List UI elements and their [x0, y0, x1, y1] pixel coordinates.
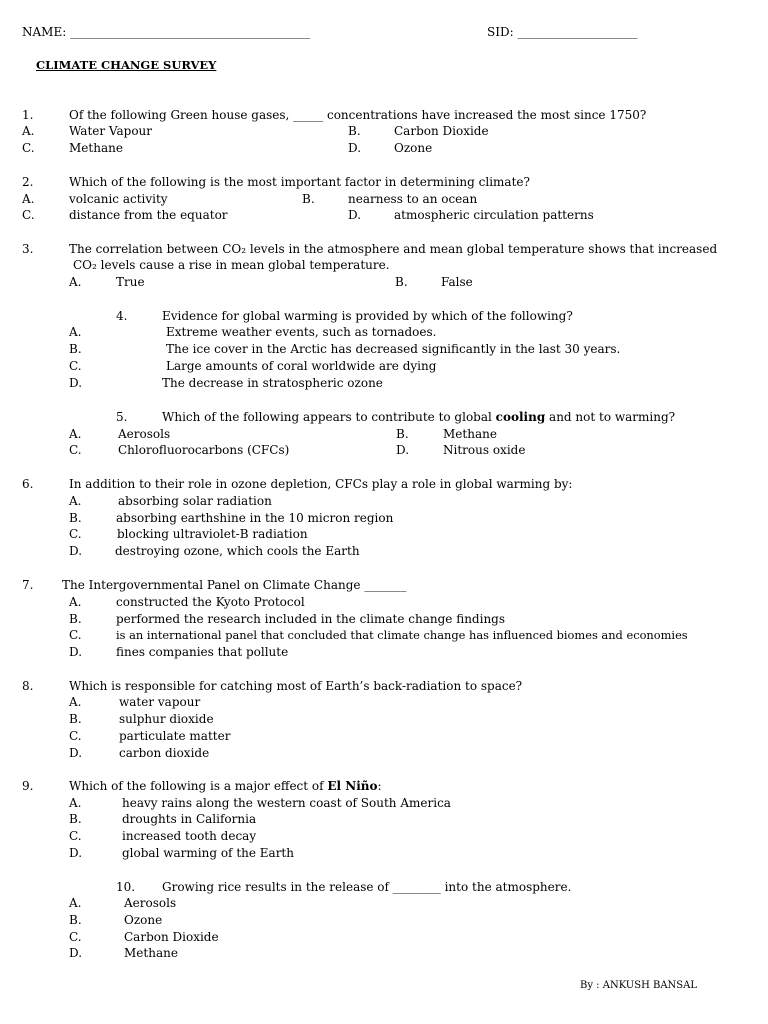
q7-option-a-letter: A. — [69, 595, 82, 609]
q1-option-c-letter: C. — [22, 141, 35, 155]
sid-field: SID: ____________________ — [487, 25, 638, 39]
q4-option-c-letter: C. — [69, 359, 82, 373]
q2-option-a-letter: A. — [22, 192, 35, 206]
q8-option-d-letter: D. — [69, 746, 83, 760]
q4-text: Evidence for global warming is provided by which of the following? — [162, 309, 573, 323]
q4-option-a: Extreme weather events, such as tornadoes. — [166, 325, 437, 339]
q9-option-c-letter: C. — [69, 829, 82, 843]
q1-option-b: Carbon Dioxide — [394, 124, 489, 138]
q5-option-c-letter: C. — [69, 443, 82, 457]
q10-option-c: Carbon Dioxide — [124, 930, 219, 944]
q6-option-d-letter: D. — [69, 544, 83, 558]
q2-option-c-letter: C. — [22, 208, 35, 222]
q2-option-c: distance from the equator — [69, 208, 228, 222]
q3-option-a-letter: A. — [69, 275, 82, 289]
q10-number: 10. — [116, 880, 136, 894]
q4-option-b-letter: B. — [69, 342, 82, 356]
q5-option-b: Methane — [443, 427, 497, 441]
q2-option-d-letter: D. — [348, 208, 362, 222]
q1-number: 1. — [22, 108, 34, 122]
q8-option-c-letter: C. — [69, 729, 82, 743]
q2-option-a: volcanic activity — [69, 192, 168, 206]
author-credit: By : ANKUSH BANSAL — [580, 980, 698, 991]
q8-option-b: sulphur dioxide — [119, 712, 214, 726]
q6-option-c-letter: C. — [69, 527, 82, 541]
q1-text: Of the following Green house gases, _____ concentrations have increased the most since 1750? — [69, 108, 647, 122]
q1-option-b-letter: B. — [348, 124, 361, 138]
q6-option-b: absorbing earthshine in the 10 micron region — [116, 511, 394, 525]
q4-number: 4. — [116, 309, 128, 323]
q8-option-c: particulate matter — [119, 729, 231, 743]
q4-option-a-letter: A. — [69, 325, 82, 339]
q7-text: The Intergovernmental Panel on Climate Change _______ — [62, 578, 407, 592]
q5-option-d-letter: D. — [396, 443, 410, 457]
q6-option-a: absorbing solar radiation — [118, 494, 272, 508]
q5-emphasis: cooling — [495, 410, 546, 424]
q3-option-b-letter: B. — [395, 275, 408, 289]
q5-option-a-letter: A. — [69, 427, 82, 441]
q6-option-d: destroying ozone, which cools the Earth — [115, 544, 360, 558]
q2-option-d: atmospheric circulation patterns — [394, 208, 594, 222]
q9-option-d: global warming of the Earth — [122, 846, 294, 860]
q9-option-c: increased tooth decay — [122, 829, 257, 843]
q7-option-b-letter: B. — [69, 612, 82, 626]
q10-option-c-letter: C. — [69, 930, 82, 944]
survey-title: CLIMATE CHANGE SURVEY — [36, 58, 217, 72]
q5-option-a: Aerosols — [118, 427, 171, 441]
q6-option-c: blocking ultraviolet-B radiation — [117, 527, 308, 541]
q7-option-c-letter: C. — [69, 628, 82, 642]
q9-option-a: heavy rains along the western coast of South America — [122, 796, 451, 810]
q2-option-b-letter: B. — [302, 192, 315, 206]
q4-option-c: Large amounts of coral worldwide are dying — [166, 359, 437, 373]
q7-option-c: is an international panel that concluded that climate change has influenced biomes and economies — [116, 628, 688, 642]
q9-text: Which of the following is a major effect of El Niño: — [69, 779, 382, 793]
q3-text-line2: CO₂ levels cause a rise in mean global temperature. — [73, 258, 390, 272]
q9-option-d-letter: D. — [69, 846, 83, 860]
q8-text: Which is responsible for catching most of Earth’s back-radiation to space? — [69, 679, 523, 693]
q6-option-a-letter: A. — [69, 494, 82, 508]
q1-option-d: Ozone — [394, 141, 433, 155]
q9-option-b: droughts in California — [122, 812, 257, 826]
q5-option-b-letter: B. — [396, 427, 409, 441]
q7-option-a: constructed the Kyoto Protocol — [116, 595, 305, 609]
q3-option-a: True — [116, 275, 145, 289]
q1-option-c: Methane — [69, 141, 123, 155]
q2-text: Which of the following is the most important factor in determining climate? — [69, 175, 530, 189]
q5-number: 5. — [116, 410, 128, 424]
q9-number: 9. — [22, 779, 34, 793]
q4-option-d-letter: D. — [69, 376, 83, 390]
q10-option-d: Methane — [124, 946, 178, 960]
q3-text-line1: The correlation between CO₂ levels in the atmosphere and mean global temperature shows that increased — [69, 242, 718, 256]
q6-option-b-letter: B. — [69, 511, 82, 525]
q6-number: 6. — [22, 477, 34, 491]
q8-option-a: water vapour — [119, 695, 201, 709]
q8-number: 8. — [22, 679, 34, 693]
q1-option-a: Water Vapour — [69, 124, 153, 138]
q4-option-d: The decrease in stratospheric ozone — [162, 376, 383, 390]
q7-option-d: fines companies that pollute — [116, 645, 289, 659]
q9-option-a-letter: A. — [69, 796, 82, 810]
q3-number: 3. — [22, 242, 34, 256]
q10-option-b-letter: B. — [69, 913, 82, 927]
q9-option-b-letter: B. — [69, 812, 82, 826]
q10-option-d-letter: D. — [69, 946, 83, 960]
q10-text: Growing rice results in the release of ________ into the atmosphere. — [162, 880, 572, 894]
q9-emphasis: El Niño — [327, 779, 378, 793]
name-field: NAME: ________________________________________ — [22, 25, 311, 39]
q6-text: In addition to their role in ozone depletion, CFCs play a role in global warming by: — [69, 477, 573, 491]
q5-text: Which of the following appears to contribute to global cooling and not to warming? — [162, 410, 676, 424]
q5-option-d: Nitrous oxide — [443, 443, 526, 457]
q2-option-b: nearness to an ocean — [348, 192, 478, 206]
q10-option-a: Aerosols — [124, 896, 177, 910]
q7-option-d-letter: D. — [69, 645, 83, 659]
q4-option-b: The ice cover in the Arctic has decreased significantly in the last 30 years. — [166, 342, 621, 356]
q1-option-a-letter: A. — [22, 124, 35, 138]
q8-option-d: carbon dioxide — [119, 746, 210, 760]
q1-option-d-letter: D. — [348, 141, 362, 155]
q7-option-b: performed the research included in the climate change findings — [116, 612, 506, 626]
q2-number: 2. — [22, 175, 34, 189]
q10-option-b: Ozone — [124, 913, 163, 927]
q8-option-a-letter: A. — [69, 695, 82, 709]
q7-number: 7. — [22, 578, 34, 592]
q3-option-b: False — [441, 275, 473, 289]
q8-option-b-letter: B. — [69, 712, 82, 726]
q10-option-a-letter: A. — [69, 896, 82, 910]
q5-option-c: Chlorofluorocarbons (CFCs) — [118, 443, 290, 457]
